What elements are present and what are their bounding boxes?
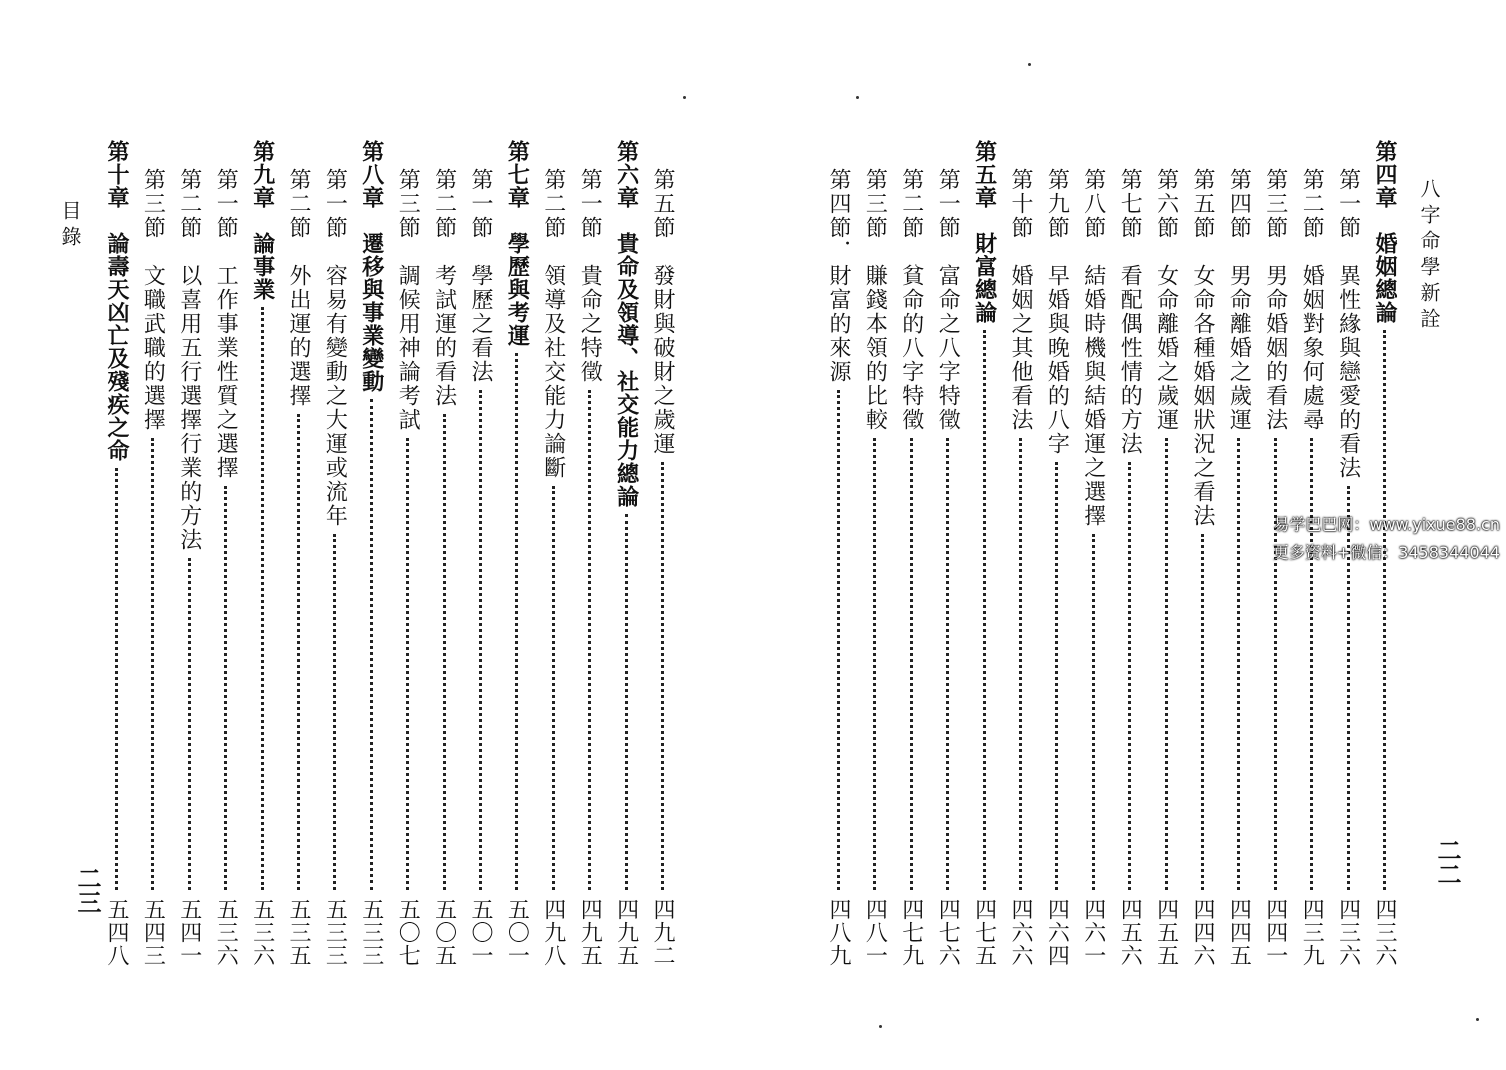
toc-section-entry	[278, 0, 318, 1070]
toc-page-number: 四六六	[1008, 898, 1033, 967]
toc-entry-title: 第二節 外出運的選擇	[286, 168, 311, 408]
leader-dots	[151, 438, 154, 890]
toc-section-entry	[424, 0, 464, 1070]
toc-page-number: 四三六	[1372, 898, 1397, 967]
toc-section-entry	[569, 0, 609, 1070]
leader-dots	[1383, 330, 1386, 890]
toc-page-number: 五三三	[358, 898, 384, 967]
toc-chapter-entry	[496, 0, 536, 1070]
toc-section-entry	[818, 0, 858, 1070]
toc-page-number: 四七九	[898, 898, 924, 967]
toc-entry-title: 第一節 異性緣與戀愛的看法	[1335, 168, 1361, 480]
toc-page-number: 五〇一	[468, 898, 493, 967]
toc-chapter-entry	[1364, 0, 1404, 1070]
toc-page-number: 五四三	[140, 898, 166, 967]
toc-page-number: 四三六	[1335, 898, 1361, 967]
toc-section-entry	[642, 0, 682, 1070]
toc-chapter-entry	[351, 0, 391, 1070]
toc-entry-title: 第五節 發財與破財之歲運	[650, 168, 675, 456]
toc-section-entry	[132, 0, 172, 1070]
leader-dots	[946, 438, 949, 890]
toc-page-number: 五三三	[322, 898, 348, 967]
scan-speck	[683, 96, 686, 99]
toc-section-entry	[387, 0, 427, 1070]
leader-dots	[1165, 438, 1168, 890]
leader-dots	[443, 414, 446, 890]
toc-page-number: 四四一	[1262, 898, 1288, 967]
toc-entry-title: 第十節 婚姻之其他看法	[1008, 168, 1033, 432]
toc-entry-title: 第二節 領導及社交能力論斷	[540, 168, 566, 480]
leader-dots	[552, 486, 555, 890]
leader-dots	[515, 353, 518, 890]
toc-section-entry	[927, 0, 967, 1070]
toc-page-number: 四三九	[1299, 898, 1325, 967]
toc-section-entry	[169, 0, 209, 1070]
toc-entry-title: 第十章 論壽天凶亡及殘疾之命	[104, 140, 129, 462]
toc-page-number: 四六一	[1080, 898, 1106, 967]
toc-entry-title: 第一節 工作事業性質之選擇	[213, 168, 239, 480]
leader-dots	[406, 438, 409, 890]
toc-entry-title: 第四節．財富的來源	[826, 168, 851, 384]
toc-section-entry	[1146, 0, 1186, 1070]
leader-dots	[625, 514, 628, 890]
leader-dots	[1128, 462, 1131, 890]
toc-page-number: 四五五	[1153, 898, 1179, 967]
toc-entry-title: 第三節 文職武職的選擇	[140, 168, 166, 432]
right-page-number: 二二	[1433, 838, 1462, 886]
left-running-header: 目錄	[58, 200, 82, 252]
leader-dots	[1310, 438, 1313, 890]
toc-entry-title: 第一節 容易有變動之大運或流年	[322, 168, 348, 528]
leader-dots	[333, 534, 336, 890]
leader-dots	[1274, 438, 1277, 890]
toc-section-entry	[1255, 0, 1295, 1070]
toc-page-number: 五三五	[286, 898, 311, 967]
toc-section-entry	[1036, 0, 1076, 1070]
watermark-line-1: 易学巴巴网：www.yixue88.cn	[1273, 515, 1500, 534]
toc-chapter-entry	[964, 0, 1004, 1070]
toc-section-entry	[1182, 0, 1222, 1070]
toc-page-number: 四九五	[613, 898, 639, 967]
leader-dots	[1201, 534, 1204, 890]
toc-page-number: 五三六	[213, 898, 239, 967]
leader-dots	[1019, 438, 1022, 890]
toc-section-entry	[205, 0, 245, 1070]
toc-page-number: 四五六	[1117, 898, 1143, 967]
toc-entry-title: 第九章 論事業	[249, 140, 275, 301]
toc-entry-title: 第三節 調候用神論考試	[395, 168, 421, 432]
toc-page-number: 四八九	[826, 898, 851, 967]
toc-chapter-entry	[606, 0, 646, 1070]
leader-dots	[1055, 462, 1058, 890]
toc-entry-title: 第四節 男命離婚之歲運	[1226, 168, 1252, 432]
toc-entry-title: 第七章 學歷與考運	[504, 140, 530, 347]
toc-entry-title: 第五節 女命各種婚姻狀況之看法	[1190, 168, 1215, 528]
toc-entry-title: 第三節 賺錢本領的比較	[862, 168, 888, 432]
toc-entry-title: 第一節 學歷之看法	[468, 168, 493, 384]
toc-section-entry	[1000, 0, 1040, 1070]
toc-section-entry	[854, 0, 894, 1070]
toc-section-entry	[1291, 0, 1331, 1070]
toc-entry-title: 第二節 考試運的看法	[431, 168, 457, 408]
toc-chapter-entry	[96, 0, 136, 1070]
leader-dots	[188, 558, 191, 890]
leader-dots	[588, 390, 591, 890]
toc-entry-title: 第一節 富命之八字特徵	[935, 168, 961, 432]
toc-section-entry	[891, 0, 931, 1070]
toc-page-number: 五四八	[104, 898, 129, 967]
toc-page-number: 五〇一	[504, 898, 530, 967]
toc-page-number: 四七五	[971, 898, 997, 967]
toc-page-number: 四六四	[1044, 898, 1070, 967]
leader-dots	[370, 399, 373, 890]
leader-dots	[479, 390, 482, 890]
scan-speck	[879, 1025, 882, 1028]
toc-entry-title: 第七節 看配偶性情的方法	[1117, 168, 1143, 456]
scan-speck	[1028, 63, 1031, 66]
toc-entry-title: 第六節 女命離婚之歲運	[1153, 168, 1179, 432]
leader-dots	[224, 486, 227, 890]
toc-page-number: 五〇五	[431, 898, 457, 967]
toc-entry-title: 第二節 貧命的八字特徵	[898, 168, 924, 432]
leader-dots	[983, 330, 986, 890]
toc-entry-title: 第六章 貴命及領導、社交能力總論	[613, 140, 639, 508]
toc-entry-title: 第八章 遷移與事業變動	[358, 140, 384, 393]
toc-entry-title: 第八節 結婚時機與結婚運之選擇	[1080, 168, 1106, 528]
toc-section-entry	[1109, 0, 1149, 1070]
toc-section-entry	[1328, 0, 1368, 1070]
leader-dots	[910, 438, 913, 890]
toc-section-entry	[314, 0, 354, 1070]
scan-speck	[856, 96, 859, 99]
leader-dots	[837, 390, 840, 890]
leader-dots	[115, 468, 118, 890]
leader-dots	[1237, 438, 1240, 890]
toc-entry-title: 第四章 婚姻總論	[1372, 140, 1397, 324]
leader-dots	[873, 438, 876, 890]
toc-page-number: 四七六	[935, 898, 961, 967]
toc-entry-title: 第九節 早婚與晚婚的八字	[1044, 168, 1070, 456]
right-running-header: 八字命學新詮	[1417, 178, 1441, 334]
toc-page-number: 四九八	[540, 898, 566, 967]
toc-section-entry	[533, 0, 573, 1070]
toc-page-number: 五三六	[249, 898, 275, 967]
leader-dots	[1092, 534, 1095, 890]
scan-speck	[1476, 1018, 1479, 1021]
toc-section-entry	[1218, 0, 1258, 1070]
toc-entry-title: 第一節 貴命之特徵	[577, 168, 603, 384]
left-page-number: 二三	[73, 866, 102, 914]
toc-chapter-entry	[242, 0, 282, 1070]
toc-page-number: 五四一	[176, 898, 202, 967]
leader-dots	[661, 462, 664, 890]
leader-dots	[297, 414, 300, 890]
toc-page-number: 四四六	[1190, 898, 1215, 967]
toc-page-number: 四八一	[862, 898, 888, 967]
toc-page-number: 四九五	[577, 898, 603, 967]
toc-page-number: 四四五	[1226, 898, 1252, 967]
toc-entry-title: 第三節 男命婚姻的看法	[1262, 168, 1288, 432]
watermark-line-2: 更多资料+微信：3458344044	[1272, 543, 1500, 562]
toc-entry-title: 第二節 以喜用五行選擇行業的方法	[176, 168, 202, 552]
leader-dots	[261, 307, 264, 890]
toc-page-number: 四九二	[650, 898, 675, 967]
toc-section-entry	[460, 0, 500, 1070]
toc-page-number: 五〇七	[395, 898, 421, 967]
toc-entry-title: 第二節 婚姻對象何處尋	[1299, 168, 1325, 432]
toc-section-entry	[1073, 0, 1113, 1070]
toc-entry-title: 第五章 財富總論	[971, 140, 997, 324]
